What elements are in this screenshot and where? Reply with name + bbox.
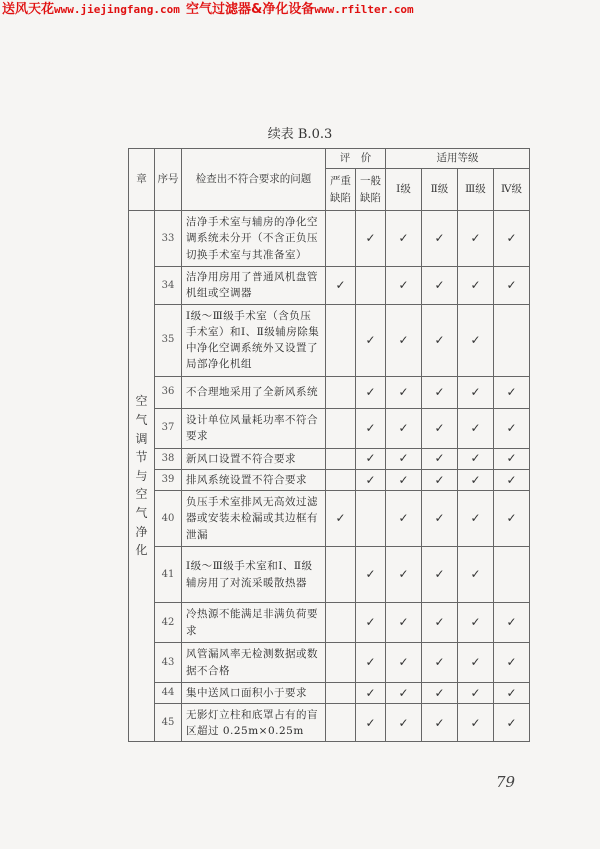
table-row	[129, 211, 530, 267]
row-issue: 洁净用房用了普通风机盘管机组或空调器	[182, 267, 326, 305]
grade-1-cell: ✓	[386, 643, 422, 683]
grade-1-cell: ✓	[386, 267, 422, 305]
grade-3-cell: ✓	[458, 408, 494, 448]
row-number: 39	[155, 469, 182, 490]
grade-1-cell: ✓	[386, 683, 422, 704]
severe-cell	[326, 376, 356, 408]
row-issue: 设计单位风量耗功率不符合要求	[182, 408, 326, 448]
grade-2-cell: ✓	[422, 491, 458, 547]
grade-4-cell: ✓	[494, 469, 530, 490]
row-issue: 新风口设置不符合要求	[182, 448, 326, 469]
table-row	[129, 491, 530, 547]
grade-1-cell: ✓	[386, 304, 422, 376]
header-site2-url: www.rfilter.com	[314, 3, 414, 16]
header-site1-name: 送风天花	[2, 2, 55, 17]
grade-1-cell: ✓	[386, 376, 422, 408]
grade-2-cell: ✓	[422, 469, 458, 490]
header-site1-url: www.jiejingfang.com	[54, 3, 180, 16]
grade-1-cell: ✓	[386, 704, 422, 742]
row-issue: Ⅰ级～Ⅲ级手术室（含负压手术室）和Ⅰ、Ⅱ级辅房除集中净化空调系统外又设置了局部净化机组	[182, 304, 326, 376]
chapter-char: 空	[135, 487, 148, 502]
header-issue: 检查出不符合要求的问题	[182, 149, 326, 211]
grade-1-cell: ✓	[386, 408, 422, 448]
severe-cell: ✓	[326, 267, 356, 305]
grade-4-cell: ✓	[494, 491, 530, 547]
row-number: 41	[155, 547, 182, 603]
grade-1-cell: ✓	[386, 603, 422, 643]
table-row	[129, 469, 530, 490]
grade-4-cell: ✓	[494, 683, 530, 704]
row-number: 33	[155, 211, 182, 267]
chapter-cell	[129, 211, 155, 742]
row-number: 40	[155, 491, 182, 547]
row-issue: 无影灯立柱和底罩占有的盲区超过 0.25m×0.25m	[182, 704, 326, 742]
grade-4-cell: ✓	[494, 603, 530, 643]
table-caption: 续表 B.0.3	[267, 127, 333, 142]
grade-2-cell: ✓	[422, 211, 458, 267]
grade-3-cell: ✓	[458, 643, 494, 683]
header-seq: 序号	[155, 149, 182, 211]
grade-2-cell: ✓	[422, 603, 458, 643]
chapter-char: 气	[135, 413, 148, 428]
grade-3-cell: ✓	[458, 683, 494, 704]
general-cell: ✓	[356, 469, 386, 490]
grade-3-cell: ✓	[458, 603, 494, 643]
severe-cell	[326, 603, 356, 643]
header-general: 一般缺陷	[356, 169, 386, 211]
grade-4-cell: ✓	[494, 376, 530, 408]
header-grade-1: Ⅰ级	[386, 169, 422, 211]
row-issue: 集中送风口面积小于要求	[182, 683, 326, 704]
grade-4-cell: ✓	[494, 211, 530, 267]
chapter-char: 空	[135, 394, 148, 409]
grade-3-cell: ✓	[458, 304, 494, 376]
row-issue: 排风系统设置不符合要求	[182, 469, 326, 490]
header-severe: 严重缺陷	[326, 169, 356, 211]
grade-4-cell	[494, 304, 530, 376]
row-number: 34	[155, 267, 182, 305]
row-issue: 风管漏风率无检测数据或数据不合格	[182, 643, 326, 683]
chapter-char: 气	[135, 506, 148, 521]
grade-3-cell: ✓	[458, 211, 494, 267]
grade-4-cell: ✓	[494, 643, 530, 683]
severe-cell	[326, 643, 356, 683]
row-number: 43	[155, 643, 182, 683]
row-number: 37	[155, 408, 182, 448]
row-issue: 洁净手术室与辅房的净化空调系统未分开（不含正负压切换手术室与其准备室）	[182, 211, 326, 267]
table-row	[129, 603, 530, 643]
row-number: 36	[155, 376, 182, 408]
table-row	[129, 547, 530, 603]
row-number: 38	[155, 448, 182, 469]
row-issue: 冷热源不能满足非满负荷要求	[182, 603, 326, 643]
chapter-char: 化	[135, 543, 148, 558]
general-cell	[356, 267, 386, 305]
general-cell: ✓	[356, 683, 386, 704]
row-number: 42	[155, 603, 182, 643]
inspection-table	[128, 148, 530, 742]
watermark-header	[0, 0, 600, 20]
row-number: 45	[155, 704, 182, 742]
grade-2-cell: ✓	[422, 683, 458, 704]
severe-cell	[326, 408, 356, 448]
grade-1-cell: ✓	[386, 491, 422, 547]
general-cell: ✓	[356, 376, 386, 408]
grade-2-cell: ✓	[422, 643, 458, 683]
header-site2	[186, 0, 414, 20]
table-body	[129, 211, 530, 742]
table-row	[129, 448, 530, 469]
general-cell: ✓	[356, 643, 386, 683]
severe-cell	[326, 683, 356, 704]
header-grade-3: Ⅲ级	[458, 169, 494, 211]
grade-3-cell: ✓	[458, 469, 494, 490]
table-row	[129, 704, 530, 742]
general-cell: ✓	[356, 448, 386, 469]
chapter-char: 节	[135, 450, 148, 465]
table-row	[129, 376, 530, 408]
grade-2-cell: ✓	[422, 304, 458, 376]
chapter-char: 调	[135, 431, 148, 446]
table-row	[129, 304, 530, 376]
row-number: 35	[155, 304, 182, 376]
header-applicable: 适用等级	[386, 149, 530, 169]
grade-3-cell: ✓	[458, 704, 494, 742]
grade-1-cell: ✓	[386, 211, 422, 267]
severe-cell	[326, 547, 356, 603]
grade-3-cell: ✓	[458, 267, 494, 305]
row-number: 44	[155, 683, 182, 704]
grade-3-cell: ✓	[458, 448, 494, 469]
header-evaluation: 评 价	[326, 149, 386, 169]
table-row	[129, 643, 530, 683]
severe-cell	[326, 704, 356, 742]
page-number: 79	[496, 773, 516, 791]
grade-3-cell: ✓	[458, 491, 494, 547]
general-cell: ✓	[356, 704, 386, 742]
grade-2-cell: ✓	[422, 547, 458, 603]
severe-cell: ✓	[326, 491, 356, 547]
header-site1	[2, 0, 180, 20]
chapter-char: 与	[135, 468, 148, 483]
severe-cell	[326, 448, 356, 469]
grade-2-cell: ✓	[422, 448, 458, 469]
grade-2-cell: ✓	[422, 376, 458, 408]
grade-1-cell: ✓	[386, 448, 422, 469]
severe-cell	[326, 211, 356, 267]
general-cell	[356, 491, 386, 547]
grade-4-cell: ✓	[494, 267, 530, 305]
general-cell: ✓	[356, 547, 386, 603]
grade-2-cell: ✓	[422, 267, 458, 305]
grade-4-cell: ✓	[494, 704, 530, 742]
row-issue: Ⅰ级～Ⅲ级手术室和Ⅰ、Ⅱ级辅房用了对流采暖散热器	[182, 547, 326, 603]
chapter-char: 净	[135, 524, 148, 539]
header-site2-name: 空气过滤器&净化设备	[186, 2, 315, 17]
grade-4-cell: ✓	[494, 408, 530, 448]
row-issue: 不合理地采用了全新风系统	[182, 376, 326, 408]
grade-1-cell: ✓	[386, 547, 422, 603]
general-cell: ✓	[356, 211, 386, 267]
grade-4-cell	[494, 547, 530, 603]
table-row	[129, 408, 530, 448]
header-grade-4: Ⅳ级	[494, 169, 530, 211]
severe-cell	[326, 469, 356, 490]
grade-4-cell: ✓	[494, 448, 530, 469]
table-row	[129, 683, 530, 704]
severe-cell	[326, 304, 356, 376]
header-grade-2: Ⅱ级	[422, 169, 458, 211]
general-cell: ✓	[356, 603, 386, 643]
grade-3-cell: ✓	[458, 547, 494, 603]
general-cell: ✓	[356, 408, 386, 448]
grade-2-cell: ✓	[422, 408, 458, 448]
header-chapter: 章	[129, 149, 155, 211]
grade-3-cell: ✓	[458, 376, 494, 408]
table-row	[129, 267, 530, 305]
grade-1-cell: ✓	[386, 469, 422, 490]
general-cell: ✓	[356, 304, 386, 376]
row-issue: 负压手术室排风无高效过滤器或安装未检漏或其边框有泄漏	[182, 491, 326, 547]
grade-2-cell: ✓	[422, 704, 458, 742]
